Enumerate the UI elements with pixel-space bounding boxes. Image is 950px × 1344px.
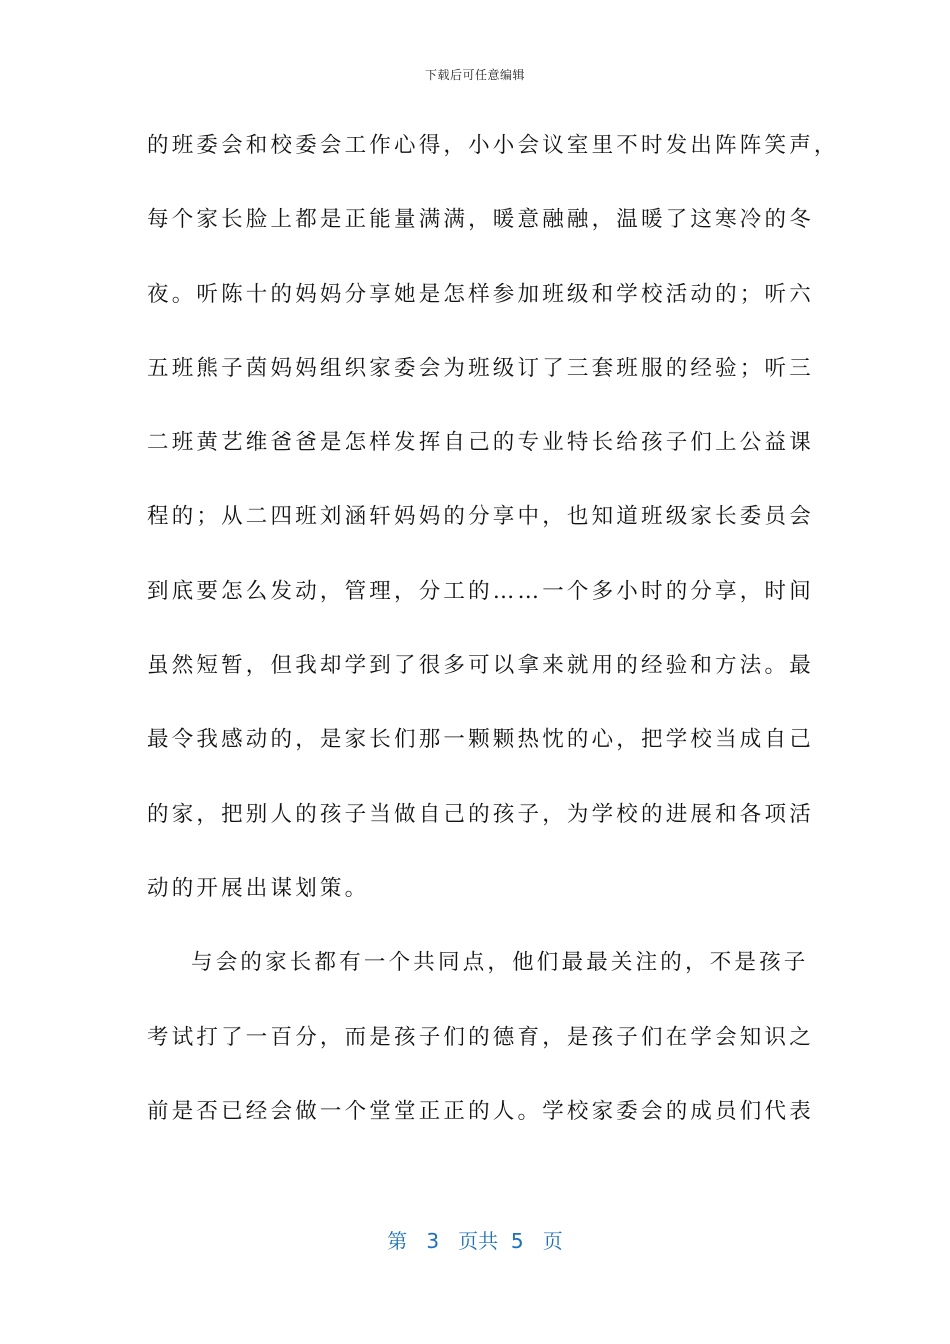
footer-suffix: 页: [542, 1229, 563, 1253]
footer-total-pages: 5: [510, 1229, 524, 1253]
text-line-9: 最令我感动的，是家长们那一颗颗热忱的心，把学校当成自己: [147, 727, 814, 753]
footer-middle: 页共: [458, 1229, 499, 1253]
text-line-5: 二班黄艺维爸爸是怎样发挥自己的专业特长给孩子们上公益课: [147, 430, 814, 456]
text-line-3: 夜。听陈十的妈妈分享她是怎样参加班级和学校活动的；听六: [147, 281, 814, 307]
text-line-13: 考试打了一百分，而是孩子们的德育，是孩子们在学会知识之: [147, 1024, 814, 1050]
text-line-2: 每个家长脸上都是正能量满满，暖意融融，温暖了这寒冷的冬: [147, 207, 814, 233]
text-line-12: 与会的家长都有一个共同点，他们最最关注的，不是孩子: [191, 950, 809, 976]
body-text: [147, 122, 839, 1162]
page-footer: [0, 1225, 950, 1254]
text-line-14: 前是否已经会做一个堂堂正正的人。学校家委会的成员们代表: [147, 1098, 814, 1124]
text-line-4: 五班熊子茵妈妈组织家委会为班级订了三套班服的经验；听三: [147, 355, 814, 381]
text-line-10: 的家，把别人的孩子当做自己的孩子，为学校的进展和各项活: [147, 801, 814, 827]
text-line-6: 程的；从二四班刘涵轩妈妈的分享中，也知道班级家长委员会: [147, 504, 814, 530]
footer-current-page: 3: [426, 1229, 440, 1253]
text-line-11: 动的开展出谋划策。: [147, 875, 370, 901]
text-line-7: 到底要怎么发动，管理，分工的……一个多小时的分享，时间: [147, 578, 814, 604]
footer-prefix: 第: [387, 1229, 408, 1253]
text-line-1: 的班委会和校委会工作心得，小小会议室里不时发出阵阵笑声，: [147, 133, 839, 158]
header-note: 下载后可任意编辑: [424, 68, 525, 82]
text-line-8: 虽然短暂，但我却学到了很多可以拿来就用的经验和方法。最: [147, 653, 814, 679]
